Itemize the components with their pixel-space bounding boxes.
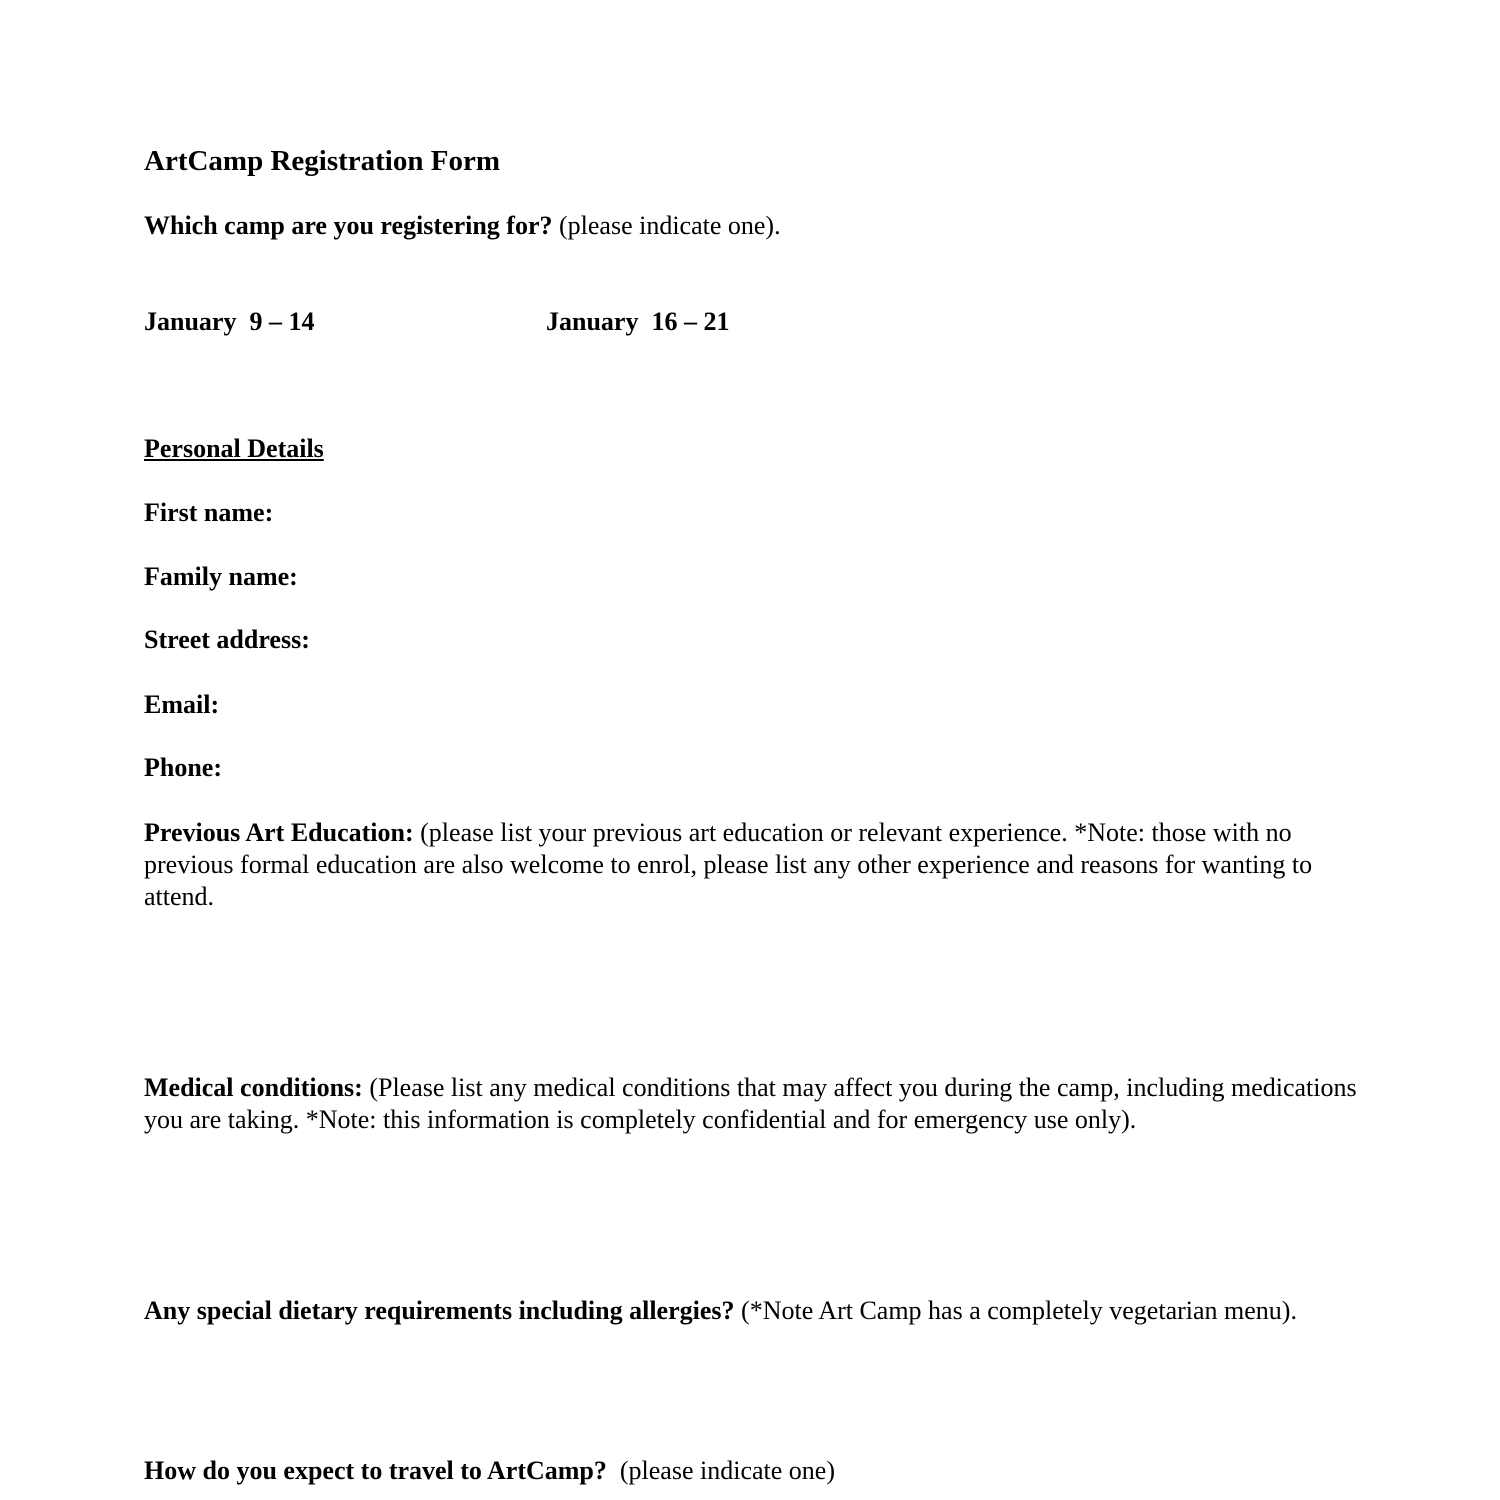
dietary-label: Any special dietary requirements including allergies? (144, 1296, 735, 1325)
family-name-field[interactable] (144, 561, 298, 593)
dietary-note: (*Note Art Camp has a completely vegetarian menu). (734, 1296, 1297, 1325)
family-name-label: Family name: (144, 562, 298, 591)
street-address-field[interactable] (144, 624, 310, 656)
camp-option-2[interactable] (546, 306, 729, 338)
street-address-label: Street address: (144, 625, 310, 654)
previous-education-note: (please list your previous art education or relevant experience. *Note: those with no previous formal education are also welcome to enrol, please list any other experience and reasons for wanting to attend. (144, 818, 1313, 911)
medical-section (144, 1072, 1359, 1136)
previous-education-label: Previous Art Education: (144, 818, 414, 847)
first-name-field[interactable] (144, 497, 273, 529)
travel-note: (please indicate one) (606, 1456, 835, 1485)
medical-note: (Please list any medical conditions that may affect you during the camp, including medications you are taking. *Note: this information is completely confidential and for emergency use only). (144, 1073, 1357, 1134)
camp-question-label: Which camp are you registering for? (144, 211, 553, 240)
personal-details-heading (144, 433, 324, 465)
email-label: Email: (144, 690, 220, 719)
camp-option-1-label: January 9 – 14 (144, 307, 315, 336)
first-name-label: First name: (144, 498, 274, 527)
phone-label: Phone: (144, 753, 222, 782)
camp-option-1[interactable] (144, 306, 314, 338)
personal-details-heading-text: Personal Details (144, 434, 324, 463)
previous-education-section (144, 817, 1359, 913)
camp-question (144, 210, 781, 242)
camp-option-2-label: January 16 – 21 (546, 307, 730, 336)
phone-field[interactable] (144, 752, 222, 784)
travel-label: How do you expect to travel to ArtCamp? (144, 1456, 607, 1485)
medical-label: Medical conditions: (144, 1073, 363, 1102)
form-title: ArtCamp Registration Form (144, 145, 500, 177)
dietary-section (144, 1295, 1359, 1327)
travel-section (144, 1455, 1359, 1487)
email-field[interactable] (144, 689, 219, 721)
camp-question-note: (please indicate one). (552, 211, 781, 240)
